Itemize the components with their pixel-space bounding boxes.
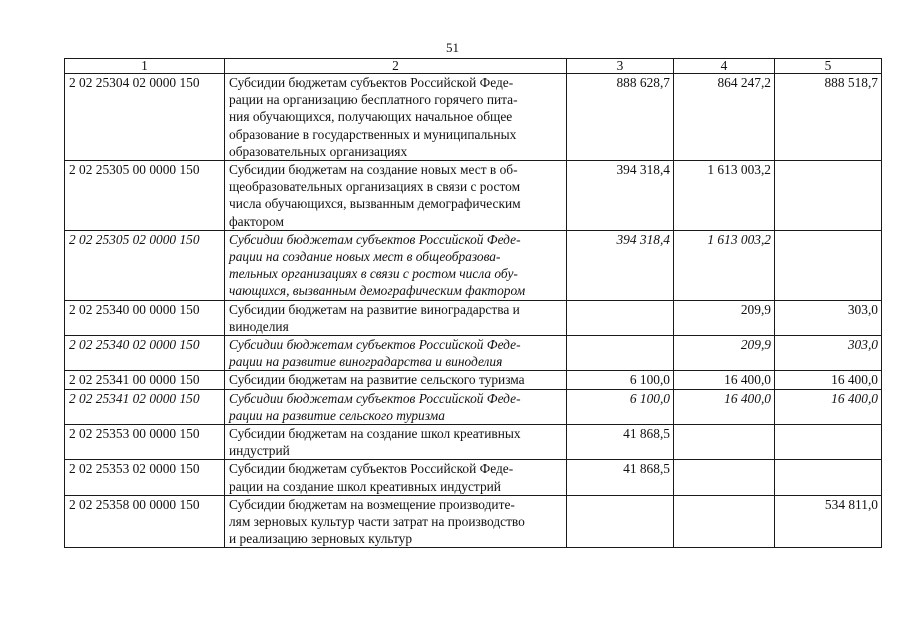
budget-code-cell: 2 02 25341 02 0000 150: [65, 389, 225, 424]
amount-cell-col4: [674, 425, 775, 460]
table-row: [65, 460, 882, 495]
description-line: Субсидии бюджетам субъектов Российской Феде-: [229, 231, 521, 247]
budget-code-cell: 2 02 25340 02 0000 150: [65, 336, 225, 371]
table-row: [65, 161, 882, 231]
description-cell: [225, 460, 567, 495]
description-line: Субсидии бюджетам на создание новых мест в об-: [229, 162, 518, 178]
amount-cell-col4: [674, 460, 775, 495]
description-line: виноделия: [229, 318, 289, 334]
amount-cell-col3: 41 868,5: [567, 460, 674, 495]
description-line: чающихся, вызванным демографическим фактором: [229, 283, 526, 299]
description-line: рации на создание школ креативных индустрий: [229, 478, 501, 494]
description-cell: [225, 230, 567, 300]
amount-cell-col4: 16 400,0: [674, 371, 775, 389]
amount-cell-col5: 303,0: [775, 336, 882, 371]
description-line: Субсидии бюджетам субъектов Российской Феде-: [229, 337, 521, 353]
table-row: [65, 230, 882, 300]
amount-cell-col5: [775, 230, 882, 300]
description-line: Субсидии бюджетам субъектов Российской Феде-: [229, 461, 514, 477]
description-line: образовательных организациях: [229, 143, 408, 159]
description-cell: [225, 336, 567, 371]
description-cell: [225, 389, 567, 424]
description-line: рации на создание новых мест в общеобразова-: [229, 249, 501, 265]
description-line: тельных организациях в связи с ростом числа обу-: [229, 266, 518, 282]
amount-cell-col4: 864 247,2: [674, 74, 775, 161]
amount-cell-col3: [567, 300, 674, 335]
amount-cell-col5: 16 400,0: [775, 371, 882, 389]
amount-cell-col5: 16 400,0: [775, 389, 882, 424]
table-header-row: [65, 59, 882, 74]
table-body: [65, 74, 882, 548]
budget-code-cell: 2 02 25340 00 0000 150: [65, 300, 225, 335]
description-line: числа обучающихся, вызванным демографическим: [229, 196, 521, 212]
description-line: Субсидии бюджетам на возмещение производите-: [229, 496, 515, 512]
amount-cell-col5: [775, 425, 882, 460]
description-line: Субсидии бюджетам на развитие виноградарства и: [229, 301, 520, 317]
description-line: лям зерновых культур части затрат на производство: [229, 514, 525, 530]
column-header-3: 3: [567, 59, 674, 74]
description-cell: [225, 371, 567, 389]
description-cell: [225, 74, 567, 161]
description-line: щеобразовательных организациях в связи с ростом: [229, 179, 521, 195]
table-row: [65, 425, 882, 460]
table-row: [65, 74, 882, 161]
budget-code-cell: 2 02 25353 02 0000 150: [65, 460, 225, 495]
amount-cell-col4: 16 400,0: [674, 389, 775, 424]
budget-code-cell: 2 02 25353 00 0000 150: [65, 425, 225, 460]
budget-table: [64, 58, 882, 548]
amount-cell-col4: 1 613 003,2: [674, 161, 775, 231]
description-cell: [225, 425, 567, 460]
amount-cell-col4: 1 613 003,2: [674, 230, 775, 300]
amount-cell-col4: 209,9: [674, 300, 775, 335]
description-line: Субсидии бюджетам на развитие сельского туризма: [229, 372, 525, 388]
description-line: фактором: [229, 213, 284, 229]
amount-cell-col3: 394 318,4: [567, 161, 674, 231]
description-line: Субсидии бюджетам субъектов Российской Феде-: [229, 390, 521, 406]
amount-cell-col5: 303,0: [775, 300, 882, 335]
table-row: [65, 336, 882, 371]
amount-cell-col3: [567, 495, 674, 548]
description-line: Субсидии бюджетам субъектов Российской Феде-: [229, 75, 514, 90]
description-line: и реализацию зерновых культур: [229, 531, 413, 547]
description-line: ния обучающихся, получающих начальное общее: [229, 109, 513, 125]
description-line: рации на организацию бесплатного горячего пита-: [229, 92, 518, 108]
table-row: [65, 300, 882, 335]
table-row: [65, 371, 882, 389]
column-header-4: 4: [674, 59, 775, 74]
amount-cell-col3: [567, 336, 674, 371]
amount-cell-col5: 888 518,7: [775, 74, 882, 161]
budget-code-cell: 2 02 25341 00 0000 150: [65, 371, 225, 389]
description-cell: [225, 161, 567, 231]
page-number: 51: [446, 40, 459, 55]
description-line: рации на развитие сельского туризма: [229, 407, 445, 423]
amount-cell-col3: 394 318,4: [567, 230, 674, 300]
table-row: [65, 495, 882, 548]
description-line: образование в государственных и муниципальных: [229, 126, 517, 142]
budget-code-cell: 2 02 25304 02 0000 150: [65, 74, 225, 161]
description-line: Субсидии бюджетам на создание школ креативных: [229, 426, 521, 442]
amount-cell-col3: 6 100,0: [567, 371, 674, 389]
amount-cell-col5: 534 811,0: [775, 495, 882, 548]
budget-code-cell: 2 02 25305 00 0000 150: [65, 161, 225, 231]
amount-cell-col5: [775, 460, 882, 495]
description-line: рации на развитие виноградарства и виноделия: [229, 354, 503, 370]
amount-cell-col3: 888 628,7: [567, 74, 674, 161]
description-cell: [225, 300, 567, 335]
column-header-1: 1: [65, 59, 225, 74]
column-header-5: 5: [775, 59, 882, 74]
description-line: индустрий: [229, 443, 290, 459]
amount-cell-col4: 209,9: [674, 336, 775, 371]
amount-cell-col5: [775, 161, 882, 231]
amount-cell-col3: 6 100,0: [567, 389, 674, 424]
budget-code-cell: 2 02 25358 00 0000 150: [65, 495, 225, 548]
budget-code-cell: 2 02 25305 02 0000 150: [65, 230, 225, 300]
amount-cell-col3: 41 868,5: [567, 425, 674, 460]
column-header-2: 2: [225, 59, 567, 74]
amount-cell-col4: [674, 495, 775, 548]
description-cell: [225, 495, 567, 548]
table-row: [65, 389, 882, 424]
